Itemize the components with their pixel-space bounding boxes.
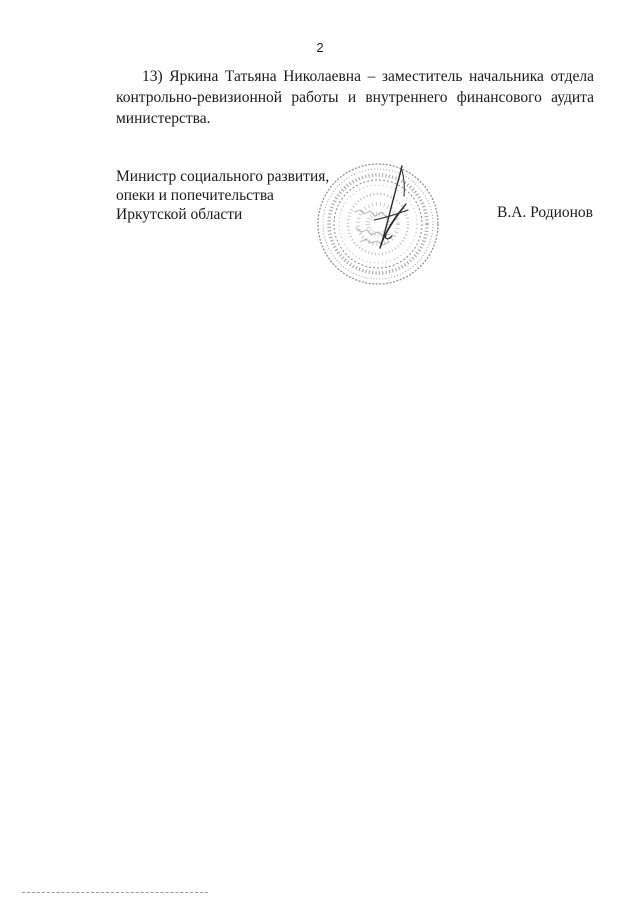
position-line-3: Иркутской области — [116, 206, 243, 223]
signatory-position — [116, 167, 329, 224]
official-stamp-icon — [314, 160, 442, 288]
signature-icon — [374, 166, 408, 248]
page-number: 2 — [316, 40, 324, 55]
list-item-line-3: министерства. — [116, 110, 211, 127]
footer-divider — [22, 892, 208, 893]
position-line-1: Министр социального развития, — [116, 168, 330, 185]
list-item-line-2: контрольно-ревизионной работы и внутреннего финансового аудита — [116, 89, 594, 106]
position-line-2: опеки и попечительства — [116, 187, 274, 204]
list-item-13 — [116, 66, 594, 129]
signer-name: В.А. Родионов — [497, 204, 593, 221]
list-item-line-1: 13) Яркина Татьяна Николаевна – заместитель начальника отдела — [142, 68, 594, 85]
